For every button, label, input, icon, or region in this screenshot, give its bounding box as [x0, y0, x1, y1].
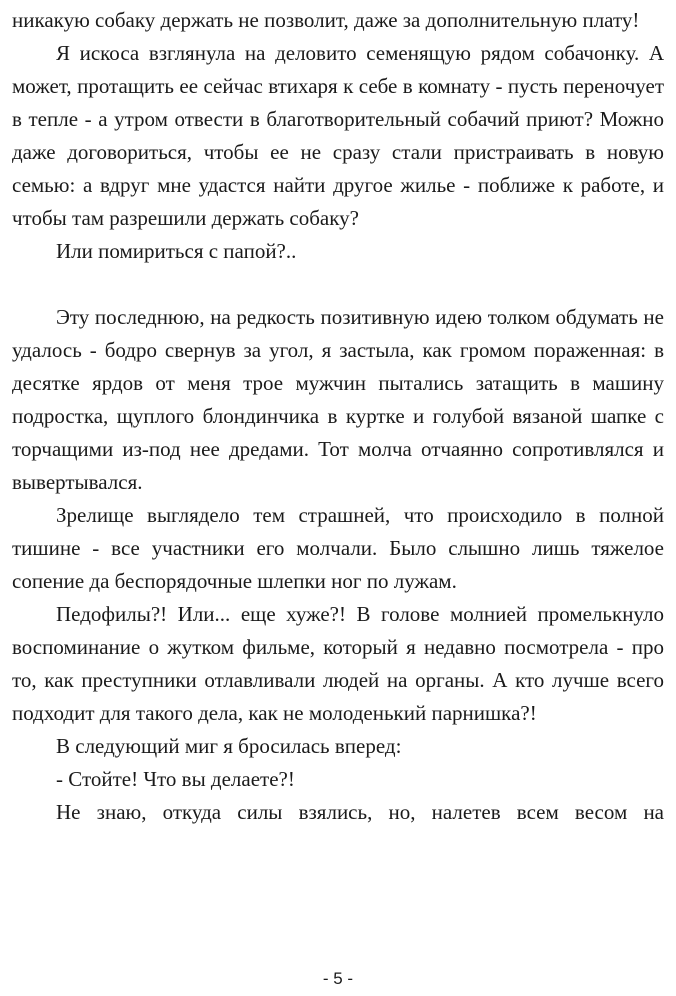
section-break — [12, 268, 664, 301]
dialogue-line: - Стойте! Что вы делаете?! — [56, 767, 295, 791]
page-number: - 5 - — [322, 969, 354, 988]
paragraph: Или помириться с папой?.. — [56, 239, 297, 263]
paragraph-last: Не знаю, откуда силы взялись, но, налетев всем весом на — [56, 800, 664, 824]
paragraph: В следующий миг я бросилась вперед: — [56, 734, 402, 758]
paragraph: Я искоса взглянула на деловито семенящую рядом собачонку. А может, протащить ее сейчас втихаря к себе в комнату - пусть переночует в тепле - а утром отвести в благотворительный собачий приют? Можно даже договориться, чтобы ее не сразу стали пристраивать в новую семью: а вдруг мне удастся найти другое жилье - поближе к работе, и чтобы там разрешили держать собаку? — [12, 41, 664, 230]
paragraph: Зрелище выглядело тем страшней, что происходило в полной тишине - все участники его молчали. Было слышно лишь тяжелое сопение да беспорядочные шлепки ног по лужам. — [12, 503, 664, 593]
paragraph: Педофилы?! Или... еще хуже?! В голове молнией промелькнуло воспоминание о жутком фильме, который я недавно посмотрела - про то, как преступники отлавливали людей на органы. А кто лучше всего подходит для такого дела, как не молоденький парнишка?! — [12, 602, 664, 725]
paragraph-continuation: никакую собаку держать не позволит, даже за дополнительную плату! — [12, 8, 640, 32]
paragraph: Эту последнюю, на редкость позитивную идею толком обдумать не удалось - бодро свернув за угол, я застыла, как громом пораженная: в десятке ярдов от меня трое мужчин пытались затащить в машину подростка, щуплого блондинчика в куртке и голубой вязаной шапке с торчащими из-под нее дредами. Тот молча отчаянно сопротивлялся и вывертывался. — [12, 305, 664, 494]
